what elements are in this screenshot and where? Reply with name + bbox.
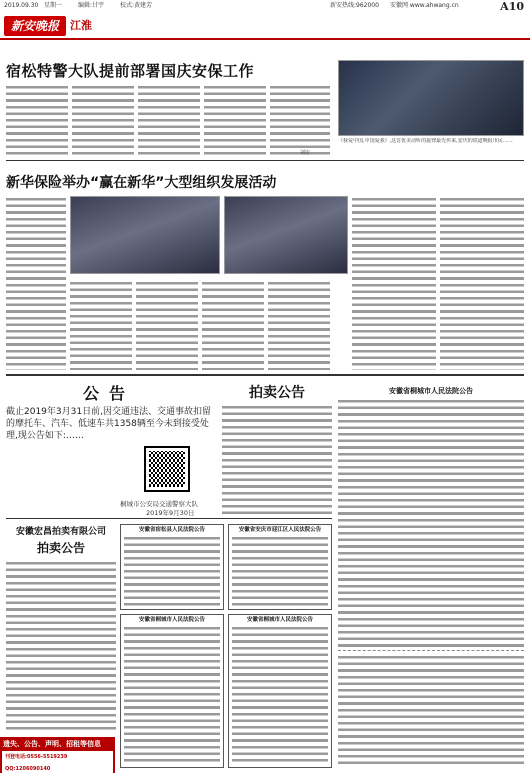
divider-thick xyxy=(6,374,524,376)
court-right-body-2 xyxy=(338,654,524,766)
court-box-title: 安徽省桐城市人民法院公告 xyxy=(246,617,313,623)
article1-col1 xyxy=(6,84,68,156)
classified-banner xyxy=(0,737,115,773)
hongchang-body xyxy=(6,560,116,732)
article1-col5 xyxy=(270,84,330,156)
article1-col2 xyxy=(72,84,134,156)
hongchang-title-2: 拍卖公告 xyxy=(36,541,85,555)
website: 安徽网 www.ahwang.cn xyxy=(390,2,459,9)
page-number: A10 xyxy=(500,0,524,13)
dash-divider xyxy=(338,650,524,651)
article1-col3 xyxy=(138,84,200,156)
divider xyxy=(6,160,524,161)
article1-col4 xyxy=(204,84,266,156)
court-box-3 xyxy=(120,614,224,768)
masthead-strip xyxy=(0,0,530,12)
notice-title: 公告 xyxy=(82,384,135,403)
article2-col2 xyxy=(70,280,132,370)
issue-weekday: 星期一 xyxy=(44,2,63,9)
article2-col1 xyxy=(6,196,66,370)
notice-date: 2019年9月30日 xyxy=(146,509,195,517)
court-box-title: 安徽省宿松县人民法院公告 xyxy=(138,527,205,533)
classified-line1: 遗失、公告、声明、招租等信息 xyxy=(3,740,101,748)
court-box-4 xyxy=(228,614,332,768)
article2-photo-2 xyxy=(224,196,348,274)
article2-photo-1 xyxy=(70,196,220,274)
court-box-2 xyxy=(228,524,332,610)
court-box-title: 安徽省桐城市人民法院公告 xyxy=(138,617,205,623)
article1-author: 刘宏 xyxy=(300,150,311,156)
court-right-body xyxy=(338,398,524,648)
article2-col4 xyxy=(202,280,264,370)
court-box-title: 安徽省安庆市迎江区人民法院公告 xyxy=(238,527,322,533)
article1-photo xyxy=(338,60,524,136)
section-name: 江淮 xyxy=(70,19,92,32)
classified-line2: 刊登电话:0556-5519239 QQ:1206090140 xyxy=(2,751,113,773)
court-box-1 xyxy=(120,524,224,610)
article2-col3 xyxy=(136,280,198,370)
auction-title: 拍卖公告 xyxy=(249,385,305,401)
article1-caption: 《我爱中国,中国爱我》,这首优美动听的旋律最先传来,安庆的铁道晚报市民…… xyxy=(338,138,513,144)
newspaper-logo: 新安晚报 xyxy=(4,16,66,36)
auction-body xyxy=(222,404,332,516)
proof-credit: 校式:黄建芳 xyxy=(120,2,153,9)
article2-title: 新华保险举办“赢在新华”大型组织发展活动 xyxy=(6,175,277,191)
court-right-title: 安徽省桐城市人民法院公告 xyxy=(389,387,473,395)
divider xyxy=(6,518,332,519)
issue-date: 2019.09.30 xyxy=(4,2,39,9)
hongchang-title-1: 安徽宏昌拍卖有限公司 xyxy=(15,527,106,537)
article2-col7 xyxy=(440,196,524,370)
editor-credit: 编辑:甘宇 xyxy=(78,2,105,9)
article2-col5 xyxy=(268,280,330,370)
notice-sign: 桐城市公安局交通警察大队 xyxy=(120,500,198,508)
hotline: 新安热线:962000 xyxy=(330,2,379,9)
article1-title: 宿松特警大队提前部署国庆安保工作 xyxy=(6,62,255,80)
qr-code-icon xyxy=(146,448,188,490)
notice-body: 截止2019年3月31日前,因交通违法、交通事故扣留的摩托车、汽车、低速车共1358辆至今未到接受处理,现公告如下:…… xyxy=(6,407,211,441)
article2-col6 xyxy=(352,196,436,370)
